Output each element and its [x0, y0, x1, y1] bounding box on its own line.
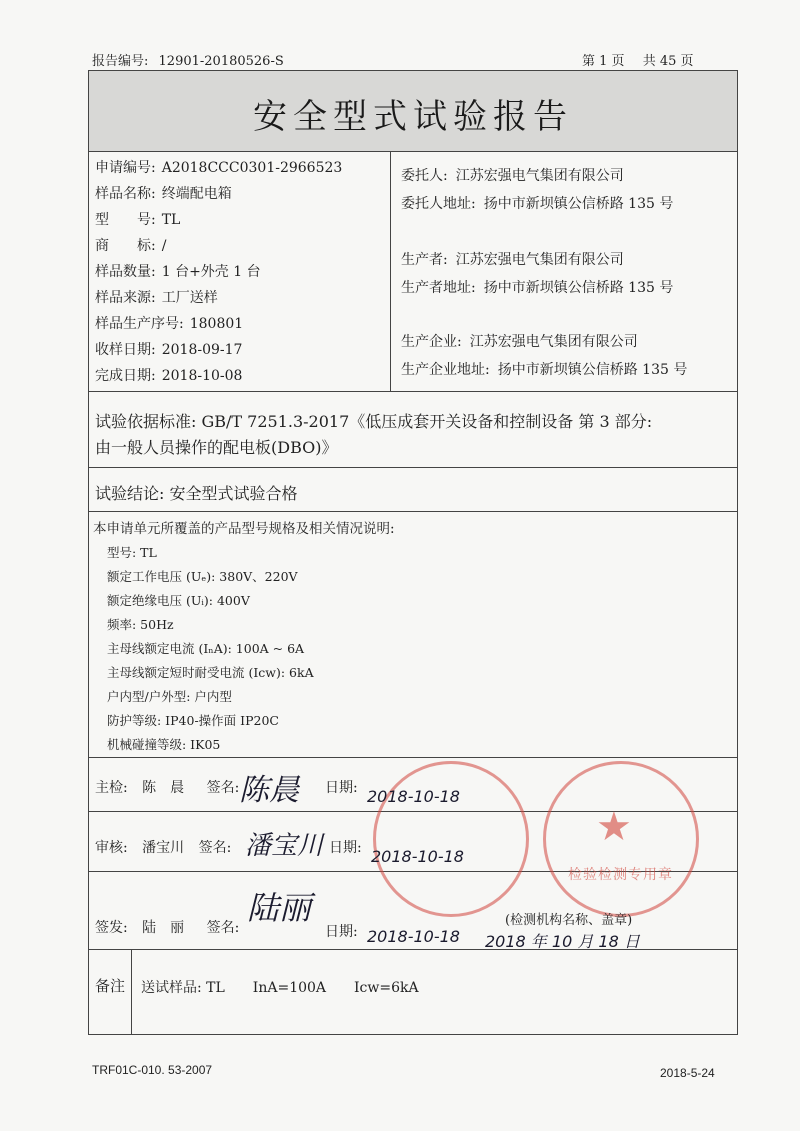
inspector-date: 2018-10-18 — [367, 787, 460, 806]
spec-item: 主母线额定短时耐受电流 (Icw): 6kA — [107, 665, 314, 680]
reviewer-signature: 潘宝川 — [245, 831, 324, 861]
remarks-label: 备注 — [95, 977, 126, 995]
seal-star-icon: ★ — [596, 804, 632, 850]
test-conclusion: 试验结论: 安全型式试验合格 — [95, 484, 298, 503]
manufacturer: 生产企业: 江苏宏强电气集团有限公司 — [401, 334, 638, 350]
total-pages: 共 45 页 — [642, 54, 694, 69]
application-number: 申请编号: A2018CCC0301-2966523 — [95, 160, 343, 176]
org-note: (检测机构名称、盖章) — [505, 913, 633, 928]
inspector-signature: 陈晨 — [239, 773, 299, 808]
reviewer-date-label: 日期: — [329, 840, 362, 856]
page-indicator — [582, 50, 694, 69]
spec-item: 额定工作电压 (Uₑ): 380V、220V — [107, 569, 298, 584]
spec-item: 型号: TL — [107, 545, 157, 560]
spec-item: 户内型/户外型: 户内型 — [107, 689, 232, 704]
spec-item: 额定绝缘电压 (Uᵢ): 400V — [107, 593, 250, 608]
reviewer-row: 审核: 潘宝川 签名: — [95, 840, 232, 856]
form-date: 2018-5-24 — [660, 1066, 715, 1080]
model: 型 号: TL — [95, 212, 181, 228]
sample-source: 样品来源: 工厂送样 — [95, 290, 218, 306]
spec-item: 机械碰撞等级: IK05 — [107, 737, 221, 752]
producer: 生产者: 江苏宏强电气集团有限公司 — [401, 252, 624, 268]
report-number-label: 报告编号: — [92, 54, 149, 69]
form-code: TRF01C-010. 53-2007 — [92, 1063, 213, 1077]
sample-name: 样品名称: 终端配电箱 — [95, 186, 232, 202]
spec-item: 频率: 50Hz — [107, 617, 174, 632]
spec-item: 主母线额定电流 (IₙA): 100A ~ 6A — [107, 641, 305, 656]
client: 委托人: 江苏宏强电气集团有限公司 — [401, 168, 624, 184]
seal-text: 检验检测专用章 — [568, 867, 673, 883]
inspection-seal-left — [373, 761, 529, 917]
completion-date: 完成日期: 2018-10-08 — [95, 368, 243, 384]
report-title: 安全型式试验报告 — [253, 97, 573, 137]
spec-intro: 本申请单元所覆盖的产品型号规格及相关情况说明: — [93, 521, 395, 537]
inspector-row: 主检: 陈 晨 签名: — [95, 780, 240, 796]
approver-date-label: 日期: — [325, 924, 358, 940]
client-address: 委托人地址: 扬中市新坝镇公信桥路 135 号 — [401, 196, 674, 212]
manufacturer-address: 生产企业地址: 扬中市新坝镇公信桥路 135 号 — [401, 362, 688, 378]
approver-date: 2018-10-18 — [367, 927, 460, 946]
report-number-value: 12901-20180526-S — [158, 54, 284, 69]
spec-item: 防护等级: IP40-操作面 IP20C — [107, 713, 279, 728]
reviewer-date: 2018-10-18 — [371, 847, 464, 866]
page-number: 第 1 页 — [582, 54, 625, 69]
approver-row: 签发: 陆 丽 签名: — [95, 920, 240, 936]
test-standard-line2: 由一般人员操作的配电板(DBO)》 — [95, 438, 338, 457]
sample-serial: 样品生产序号: 180801 — [95, 316, 244, 332]
test-standard-line1: 试验依据标准: GB/T 7251.3-2017《低压成套开关设备和控制设备 第 3 部分: — [95, 412, 653, 431]
stamp-date: 2018 年 10 月 18 日 — [485, 932, 640, 951]
report-number — [92, 50, 284, 69]
producer-address: 生产者地址: 扬中市新坝镇公信桥路 135 号 — [401, 280, 674, 296]
remarks-content: 送试样品: TL InA=100A Icw=6kA — [141, 980, 419, 996]
inspection-seal-right — [543, 761, 699, 917]
inspector-date-label: 日期: — [325, 780, 358, 796]
sample-quantity: 样品数量: 1 台+外壳 1 台 — [95, 264, 261, 280]
trademark: 商 标: / — [95, 238, 167, 254]
report-frame — [88, 70, 738, 1035]
approver-signature: 陆丽 — [247, 889, 312, 927]
receipt-date: 收样日期: 2018-09-17 — [95, 342, 243, 358]
